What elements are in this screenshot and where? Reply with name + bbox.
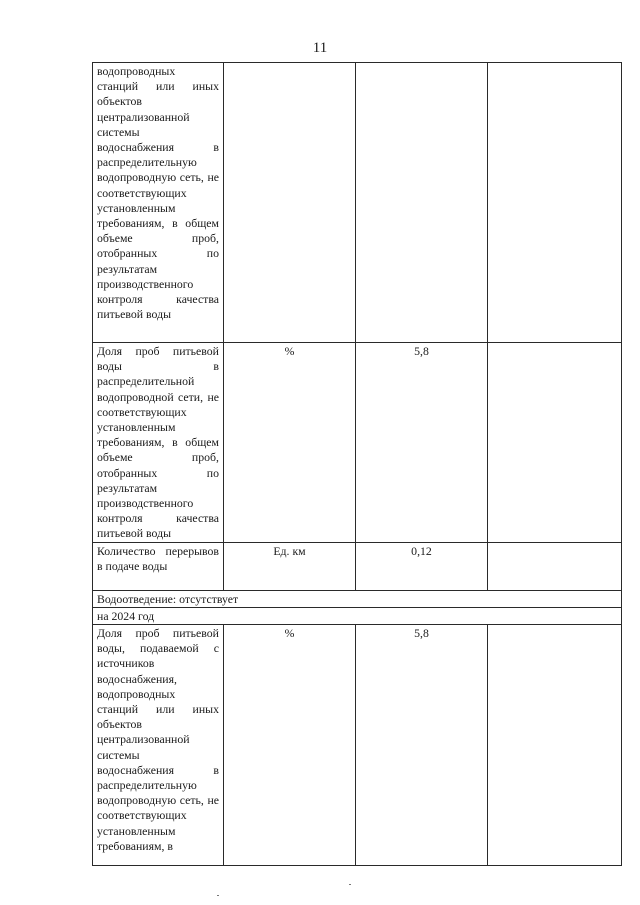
section-row bbox=[93, 607, 622, 624]
extra-cell bbox=[488, 343, 622, 543]
section-heading-year: на 2024 год bbox=[93, 607, 622, 624]
indicator-cell: Количество перерывов в подаче воды bbox=[93, 542, 224, 590]
extra-cell bbox=[488, 542, 622, 590]
unit-cell bbox=[224, 63, 356, 343]
section-row bbox=[93, 590, 622, 607]
page-number: 11 bbox=[312, 40, 328, 56]
table-row bbox=[93, 542, 622, 590]
unit-cell: Ед. км bbox=[224, 542, 356, 590]
extra-cell bbox=[488, 63, 622, 343]
value-cell: 0,12 bbox=[356, 542, 488, 590]
indicator-cell: Доля проб питьевой воды в распределительной водопроводной сети, не соответствующих установленным требованиям, в общем объеме проб, отобранных по результатам производственного контроля качества питьевой воды bbox=[93, 343, 224, 543]
section-heading-wastewater: Водоотведение: отсутствует bbox=[93, 590, 622, 607]
indicator-cell: водопроводных станций или иных объектов централизованной системы водоснабжения в распределительную водопроводную сеть, не соответствующих установленным требованиям, в общем объеме проб, отобранных по результатам производственного контроля качества питьевой воды bbox=[93, 63, 224, 343]
indicator-cell: Доля проб питьевой воды, подаваемой с источников водоснабжения, водопроводных станций или иных объектов централизованной системы водоснабжения в распределительную водопроводную сеть, не соответствующих установленным требованиям, в bbox=[93, 625, 224, 866]
indicators-table bbox=[92, 62, 622, 866]
table-row bbox=[93, 343, 622, 543]
value-cell: 5,8 bbox=[356, 625, 488, 866]
unit-cell: % bbox=[224, 625, 356, 866]
value-cell: 5,8 bbox=[356, 343, 488, 543]
unit-cell: % bbox=[224, 343, 356, 543]
extra-cell bbox=[488, 625, 622, 866]
table-row bbox=[93, 625, 622, 866]
value-cell bbox=[356, 63, 488, 343]
scan-speck bbox=[217, 895, 219, 896]
scan-speck bbox=[349, 884, 351, 885]
table-row bbox=[93, 63, 622, 343]
